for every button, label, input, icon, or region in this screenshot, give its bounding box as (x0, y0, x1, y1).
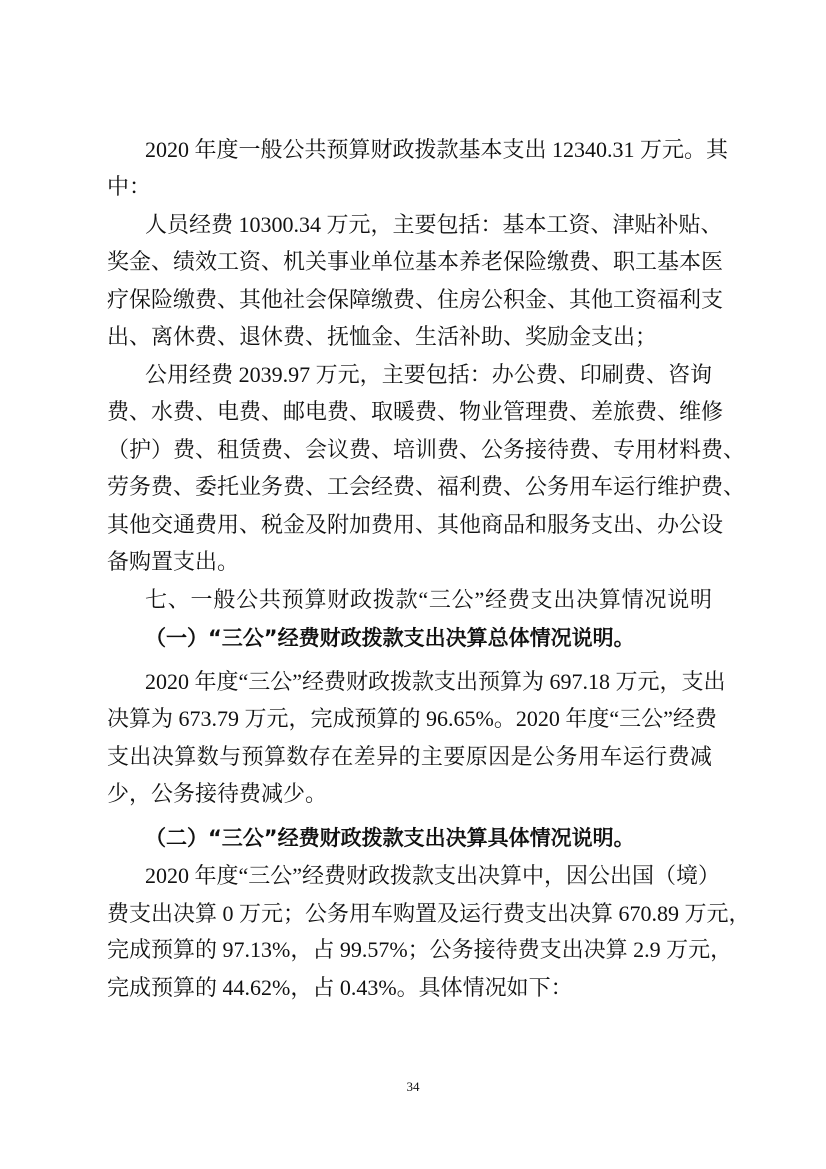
paragraph-line: 完成预算的 97.13%，占 99.57%；公务接待费支出决算 2.9 万元， (107, 937, 733, 962)
paragraph-line: 2020 年度“三公”经费财政拨款支出预算为 697.18 万元，支出 (145, 669, 726, 694)
paragraph-line: 2020 年度一般公共预算财政拨款基本支出 12340.31 万元。其 (145, 137, 729, 162)
paragraph-line: 疗保险缴费、其他社会保障缴费、住房公积金、其他工资福利支 (107, 287, 724, 312)
paragraph-line: 少，公务接待费减少。 (107, 781, 328, 806)
paragraph-line: 费支出决算 0 万元；公务用车购置及运行费支出决算 670.89 万元， (107, 901, 751, 926)
paragraph-line: 备购置支出。 (107, 549, 240, 574)
paragraph-line: 2020 年度“三公”经费财政拨款支出决算中，因公出国（境） (145, 863, 721, 888)
paragraph-line: 奖金、绩效工资、机关事业单位基本养老保险缴费、职工基本医 (107, 249, 724, 274)
paragraph-line: 人员经费 10300.34 万元，主要包括：基本工资、津贴补贴、 (145, 212, 723, 237)
paragraph-line: 其他交通费用、税金及附加费用、其他商品和服务支出、办公设 (107, 512, 724, 537)
paragraph-line: （护）费、租赁费、会议费、培训费、公务接待费、专用材料费、 (107, 437, 746, 462)
paragraph-line: 中： (107, 174, 152, 199)
paragraph-line: 劳务费、委托业务费、工会经费、福利费、公务用车运行维护费、 (107, 474, 746, 499)
page-number: 34 (406, 1079, 420, 1094)
subsection-heading: （一）“三公”经费财政拨款支出决算总体情况说明。 (145, 626, 635, 650)
paragraph-line: 决算为 673.79 万元，完成预算的 96.65%。2020 年度“三公”经费 (107, 706, 717, 731)
paragraph-line: 公用经费 2039.97 万元，主要包括：办公费、印刷费、咨询 (145, 362, 712, 387)
paragraph-line: 费、水费、电费、邮电费、取暖费、物业管理费、差旅费、维修 (107, 399, 724, 424)
paragraph-line: 出、离休费、退休费、抚恤金、生活补助、奖励金支出； (107, 324, 658, 349)
subsection-heading: （二）“三公”经费财政拨款支出决算具体情况说明。 (145, 826, 635, 850)
paragraph-line: 完成预算的 44.62%，占 0.43%。具体情况如下： (107, 975, 573, 1000)
paragraph-line: 支出决算数与预算数存在差异的主要原因是公务用车运行费减 (107, 744, 712, 769)
section-heading: 七、一般公共预算财政拨款“三公”经费支出决算情况说明 (145, 587, 712, 612)
